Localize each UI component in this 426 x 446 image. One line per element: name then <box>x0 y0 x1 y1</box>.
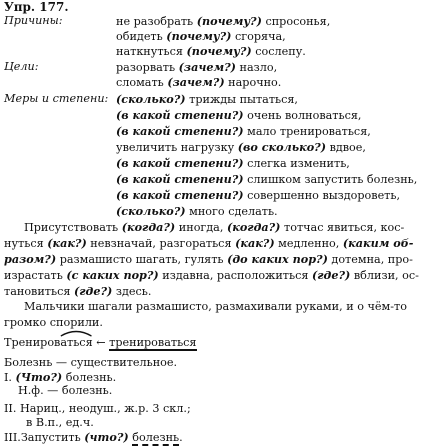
goals-line-1: разорвать (зачем?) назло, <box>116 60 278 74</box>
derivation-arrow: ← <box>92 336 110 349</box>
analysis-line-1: Болезнь — существительное. <box>4 356 178 369</box>
exercise-header: Упр. 177. <box>4 0 69 14</box>
paragraph2-line-2: громко спорили. <box>4 316 103 329</box>
goals-label: Цели: <box>4 60 39 73</box>
analysis-line-3: Н.ф. — болезнь. <box>18 384 113 397</box>
reasons-line-1: не разобрать (почему?) спросонья, <box>116 14 331 28</box>
measures-line-8: (сколько?) много сделать. <box>116 204 278 218</box>
measures-line-1: (сколько?) трижды пытаться, <box>116 92 298 106</box>
measures-line-6: (в какой степени?) слишком запустить болезнь, <box>116 172 418 186</box>
paragraph2-line-1: Мальчики шагали размашисто, размахивали руками, и о чём-то <box>24 300 407 313</box>
paragraph1-line-3: разом?) размашисто шагать, гулять (до каких пор?) дотемна, про- <box>4 252 413 266</box>
analysis-line-5: в В.п., ед.ч. <box>26 416 94 429</box>
paragraph1-line-5: тановиться (где?) здесь. <box>4 284 152 298</box>
goals-line-2: сломать (зачем?) нарочно. <box>116 75 282 89</box>
measures-line-5: (в какой степени?) слегка изменить, <box>116 156 350 170</box>
reasons-line-3: наткнуться (почему?) сослепу. <box>116 44 306 58</box>
suffix-arc: аться <box>60 336 92 350</box>
paragraph1-line-1: Присутствовать (когда?) иногда, (когда?) тотчас явиться, кос- <box>24 220 405 234</box>
measures-label: Меры и степени: <box>4 92 109 105</box>
reasons-label: Причины: <box>4 14 63 27</box>
measures-line-3: (в какой степени?) мало тренироваться, <box>116 124 371 138</box>
analysis-line-4: II. Нариц., неодуш., ж.р. 3 скл.; <box>4 402 191 415</box>
measures-line-7: (в какой степени?) совершенно выздороветь, <box>116 188 401 202</box>
measures-line-4: увеличить нагрузку (во сколько?) вдвое, <box>116 140 366 154</box>
analysis-line-2: I. (Что?) болезнь. <box>4 370 117 384</box>
paragraph1-line-4: израстать (с каких пор?) издавна, расположиться (где?) вблизи, ос- <box>4 268 419 282</box>
reasons-line-2: обидеть (почему?) сгоряча, <box>116 29 286 43</box>
measures-line-2: (в какой степени?) очень волноваться, <box>116 108 362 122</box>
paragraph1-line-2: нуться (как?) невзначай, разгораться (как?) медленно, (каким об- <box>4 236 414 250</box>
word-formation-line: Трениров аться ← тренироваться <box>4 336 197 350</box>
analysis-line-6: III.Запустить (что?) болезнь. <box>4 430 183 444</box>
